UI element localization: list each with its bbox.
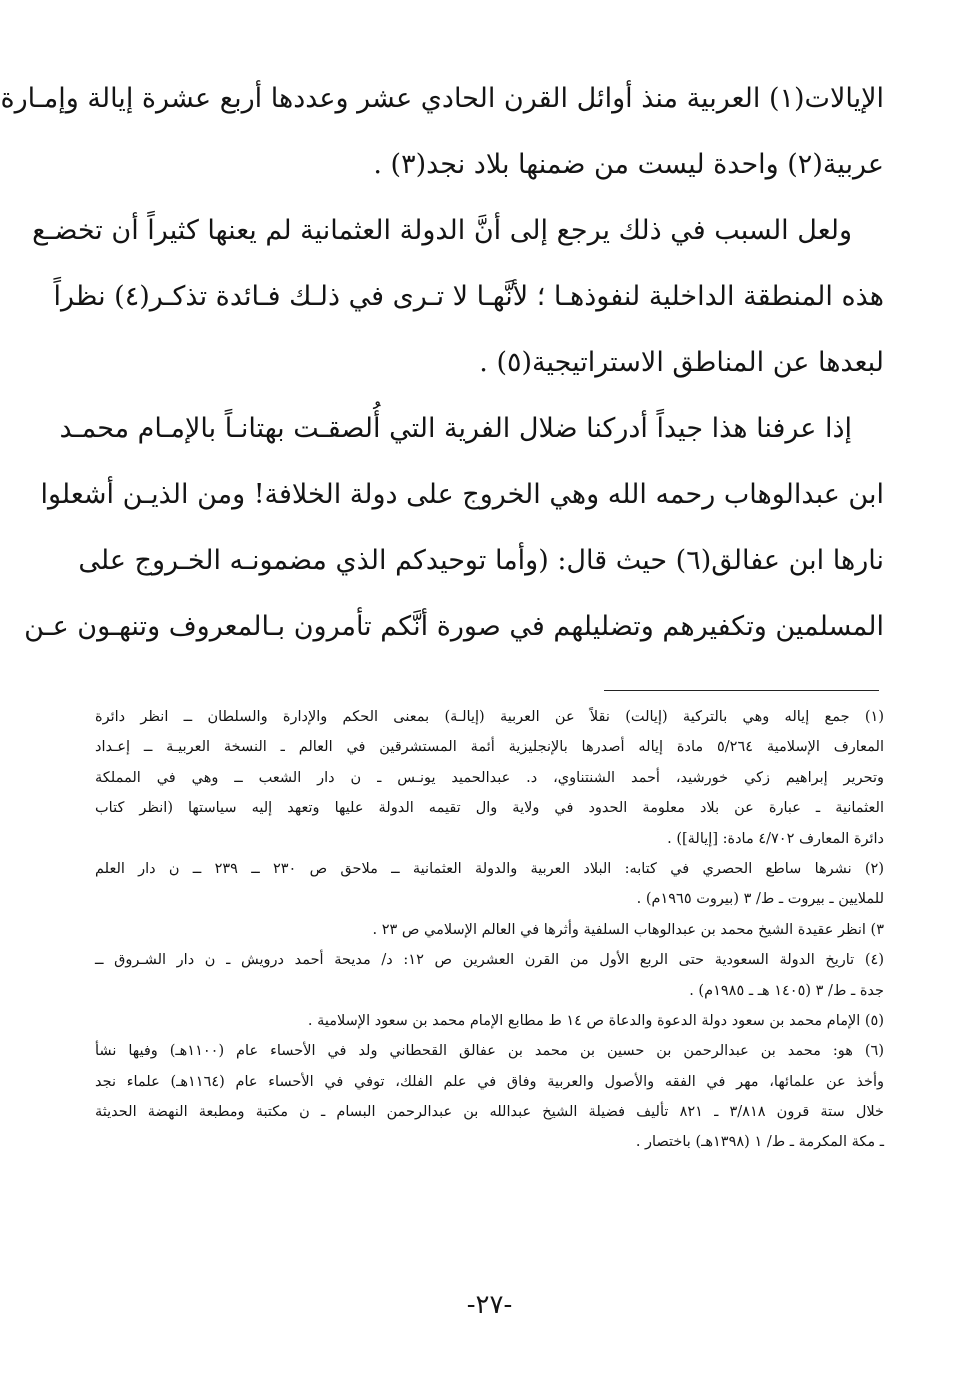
main-text-line: ولعل السبب في ذلك يرجع إلى أنَّ الدولة العثمانية لم يعنها كثيراً أن تخضـع	[32, 215, 852, 246]
footnote-line: خلال ستة قرون ٣/٨١٨ ـ ٨٢١ تأليف فضيلة الشيخ عبدالله بن عبدالرحمن البسام ـ ن مكتبة ومطبعة النهضة الحديثة	[95, 1104, 885, 1121]
main-text-line: لبعدها عن المناطق الاستراتيجية(٥) .	[479, 347, 884, 378]
footnote-line: (٢) نشرها ساطع الحصري في كتابه: البلاد العربية والدولة العثمانية ــ ملاحق ص ٢٣٠ ــ ٢٣٩ ــ ن دار العلم	[95, 860, 884, 877]
footnote-line: (٤) تاريخ الدولة السعودية حتى الربع الأول من القرن العشرين ص ١٢: د/ مديحة أحمد درويش ـ ن دار الشـروق ــ	[95, 952, 884, 969]
footnote-line: وتحرير إبراهيم زكي خورشيد، أحمد الشنتناوي، د. عبدالحميد يونـس ـ ن دار الشعب ــ وهي في المملكة	[95, 769, 884, 786]
footnote-line: وأخذ عن علمائها، مهر في الفقه والأصول والعربية وفاق في علم الفلك، توفي في الأحساء عام (١١٦٤هـ) علماء نجد	[95, 1073, 884, 1090]
main-text-line: المسلمين وتكفيرهم وتضليلهم في صورة أنَّكم تأمرون بـالمعروف وتنهـون عـن	[24, 611, 884, 642]
footnote-separator	[604, 690, 879, 691]
footnote-line: جدة ـ ط/ ٣ (١٤٠٥ هـ ـ ١٩٨٥م) .	[689, 982, 884, 999]
footnote-line: العثمانية ـ عبارة عن بلاد معلومة الحدود في ولاية وال تقيمه الدولة عليها وتعهد إليه سياستها (انظر كتاب	[95, 800, 884, 817]
footnote-line: للملايين ـ بيروت ـ ط/ ٣ (بيروت ١٩٦٥م) .	[636, 891, 884, 908]
footnote-line: ٣) انظر عقيدة الشيخ محمد بن عبدالوهاب السلفية وأثرها في العالم الإسلامي ص ٢٣ .	[372, 921, 884, 938]
main-text-line: إذا عرفنا هذا جيداً أدركنا ضلال الفرية التي أُلصقـت بهتانـاً بالإمـام محمـد	[59, 413, 852, 444]
main-text-line: هذه المنطقة الداخلية لنفوذهـا ؛ لأنَّهـا لا تـرى في ذلـك فـائدة تذكـر(٤) نظراً	[53, 281, 884, 312]
main-text-line: ابن عبدالوهاب رحمه الله وهي الخروج على دولة الخلافة! ومن الذيـن أشعلوا	[40, 479, 884, 510]
footnote-line: (١) جمع إياله وهي بالتركية (إيالت) نقلاً عن العربية (إيالـة) بمعنى الحكم والإدارة والسلطان ــ انظر دائرة	[95, 709, 884, 725]
footnote-line: المعارف الإسلامية ٥/٢٦٤ مادة إياله أصدرها بالإنجليزية أئمة المستشرقين في العالم ـ النسخة العربيـة ــ إعـداد	[95, 739, 885, 756]
footnote-line: (٥) الإمام محمد بن سعود دولة الدعوة والدعاة ص ١٤ ط مطابع الإمام محمد بن سعود الإسلامية .	[307, 1012, 884, 1029]
main-text-line: الإيالات(١) العربية منذ أوائل القرن الحادي عشر وعددها أربع عشرة إيالة وإمـارة	[0, 83, 884, 114]
main-text	[0, 66, 884, 660]
main-text-line: نارها ابن عفالق(٦) حيث قال: (وأما توحيدكم الذي مضمونـه الخـروج على	[78, 545, 884, 576]
main-text-line: عربية(٢) واحدة ليست من ضمنها بلاد نجد(٣) .	[373, 149, 884, 180]
footnote-line: ـ مكة المكرمة ـ ط/ ١ (١٣٩٨هـ) باختصار .	[635, 1134, 884, 1151]
footnote-line: (٦) هو: محمد بن عبدالرحمن بن حسين بن محمد بن عفالق القحطاني ولد في الأحساء عام (١١٠٠هـ) وفيها نشأ	[95, 1043, 884, 1060]
footnote-line: دائرة المعارف ٤/٧٠٢ مادة: [إيالة]) .	[667, 830, 884, 847]
page-number: -٢٧-	[466, 1290, 513, 1320]
footnotes	[95, 702, 884, 1158]
